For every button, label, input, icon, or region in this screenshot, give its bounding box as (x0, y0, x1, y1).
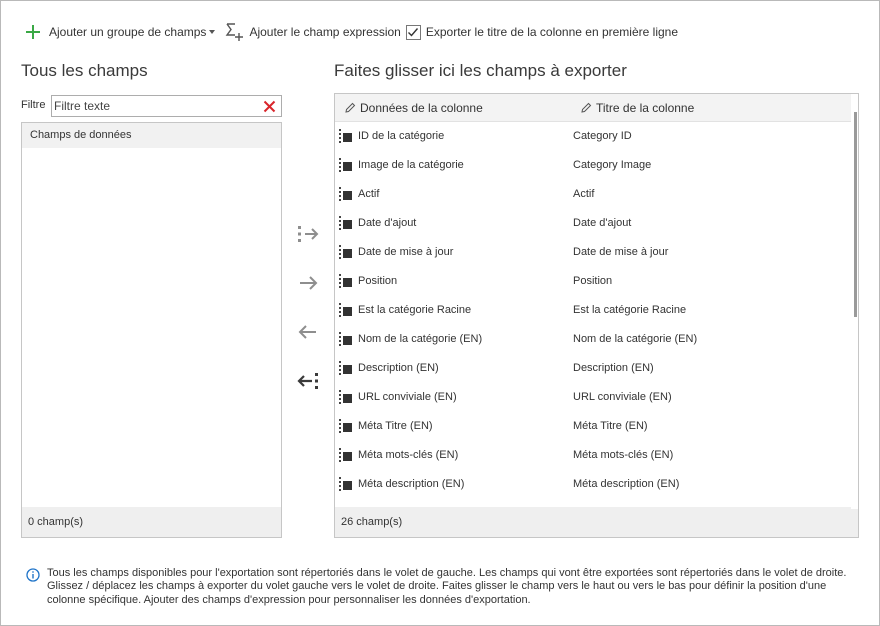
arrow-left-icon[interactable] (296, 322, 320, 342)
move-all-right-icon[interactable] (296, 224, 320, 244)
export-field-data: Nom de la catégorie (EN) (358, 333, 483, 345)
scrollbar-thumb[interactable] (854, 112, 857, 317)
drag-handle-icon[interactable] (339, 216, 353, 230)
info-icon (26, 568, 40, 582)
filter-input[interactable] (52, 99, 257, 113)
export-field-row[interactable] (335, 267, 858, 296)
drag-handle-icon[interactable] (339, 303, 353, 317)
export-field-data: URL conviviale (EN) (358, 391, 457, 403)
export-field-data: Date de mise à jour (358, 246, 454, 258)
drag-handle-icon[interactable] (339, 187, 353, 201)
export-field-title[interactable]: Position (573, 275, 613, 287)
export-field-row[interactable] (335, 383, 858, 412)
export-field-data: Date d'ajout (358, 217, 417, 229)
export-field-title[interactable]: Méta Titre (EN) (573, 420, 648, 432)
export-field-title[interactable]: Date de mise à jour (573, 246, 669, 258)
drag-handle-icon[interactable] (339, 245, 353, 259)
drag-handle-icon[interactable] (339, 274, 353, 288)
export-field-row[interactable] (335, 122, 858, 151)
filter-box (51, 95, 282, 117)
export-field-title[interactable]: Nom de la catégorie (EN) (573, 333, 698, 345)
export-field-row[interactable] (335, 238, 858, 267)
export-field-data: Description (EN) (358, 362, 439, 374)
export-field-data: Méta mots-clés (EN) (358, 449, 459, 461)
export-field-data: Position (358, 275, 398, 287)
drag-handle-icon[interactable] (339, 158, 353, 172)
drag-handle-icon[interactable] (339, 361, 353, 375)
export-title-checkbox[interactable] (406, 25, 421, 40)
export-field-row[interactable] (335, 412, 858, 441)
column-data-header[interactable] (344, 94, 483, 122)
export-field-title[interactable]: Date d'ajout (573, 217, 632, 229)
column-data-header-label: Données de la colonne (360, 101, 483, 115)
export-field-title[interactable]: Description (EN) (573, 362, 654, 374)
export-field-title[interactable]: Category Image (573, 159, 652, 171)
export-field-data: Méta description (EN) (358, 478, 465, 490)
move-all-left-icon[interactable] (296, 371, 320, 391)
export-title-first-row-toggle[interactable] (401, 25, 678, 40)
drag-handle-icon[interactable] (339, 419, 353, 433)
export-field-data: Est la catégorie Racine (358, 304, 472, 316)
toolbar (24, 22, 678, 42)
drag-handle-icon[interactable] (339, 390, 353, 404)
available-fields-count: 0 champ(s) (22, 507, 281, 537)
export-field-title[interactable]: Category ID (573, 130, 632, 142)
field-group-row[interactable]: Champs de données (22, 123, 281, 148)
export-field-row[interactable] (335, 354, 858, 383)
drag-handle-icon[interactable] (339, 477, 353, 491)
export-title-label: Exporter le titre de la colonne en première ligne (425, 25, 678, 39)
available-fields-panel[interactable] (21, 122, 282, 538)
export-fields-header (335, 94, 858, 122)
drag-handle-icon[interactable] (339, 332, 353, 346)
plus-icon (24, 23, 42, 41)
export-field-row[interactable] (335, 470, 858, 499)
export-field-title[interactable]: Actif (573, 188, 595, 200)
export-field-row[interactable] (335, 296, 858, 325)
export-field-data: Image de la catégorie (358, 159, 464, 171)
export-field-data: Méta Titre (EN) (358, 420, 433, 432)
export-field-title[interactable]: Méta description (EN) (573, 478, 680, 490)
arrow-right-icon[interactable] (296, 273, 320, 293)
export-fields-count: 26 champ(s) (335, 507, 858, 537)
export-fields-list (335, 122, 858, 499)
column-title-header-label: Titre de la colonne (596, 101, 695, 115)
export-field-title[interactable]: Est la catégorie Racine (573, 304, 687, 316)
close-icon[interactable] (263, 100, 276, 113)
export-field-title[interactable]: Méta mots-clés (EN) (573, 449, 674, 461)
export-field-title[interactable]: URL conviviale (EN) (573, 391, 672, 403)
export-field-data: Actif (358, 188, 380, 200)
export-fields-panel[interactable] (334, 93, 859, 538)
export-field-row[interactable] (335, 325, 858, 354)
add-field-group-label: Ajouter un groupe de champs (49, 25, 207, 39)
check-icon (407, 26, 419, 38)
filter-label: Filtre (21, 99, 46, 111)
add-expression-field-button[interactable] (215, 22, 400, 42)
export-field-row[interactable] (335, 209, 858, 238)
column-title-header[interactable] (580, 94, 694, 122)
export-field-row[interactable] (335, 441, 858, 470)
export-field-row[interactable] (335, 180, 858, 209)
drag-handle-icon[interactable] (339, 129, 353, 143)
export-field-row[interactable] (335, 151, 858, 180)
pencil-icon (344, 102, 356, 114)
add-expression-field-label: Ajouter le champ expression (249, 25, 401, 39)
drag-handle-icon[interactable] (339, 448, 353, 462)
export-fields-title: Faites glisser ici les champs à exporter (334, 61, 627, 80)
add-field-group-button[interactable] (24, 23, 215, 41)
info-note (26, 567, 856, 607)
sigma-plus-icon (225, 22, 245, 42)
export-field-data: ID de la catégorie (358, 130, 445, 142)
scrollbar[interactable] (851, 94, 858, 509)
all-fields-title: Tous les champs (21, 61, 148, 80)
info-text: Tous les champs disponibles pour l'exportation sont répertoriés dans le volet de gauche. Les champs qui vont être exportées sont répertoriés dans le volet de droite. Glissez / déplacez les champs à exporter du volet gauche vers le volet de droite. Faites glisser le champ vers le haut ou vers le bas pour définir la position d'une colonne spécifique. Ajouter des champs d'expression pour personnaliser les données d'exportation. (47, 567, 847, 606)
pencil-icon (580, 102, 592, 114)
